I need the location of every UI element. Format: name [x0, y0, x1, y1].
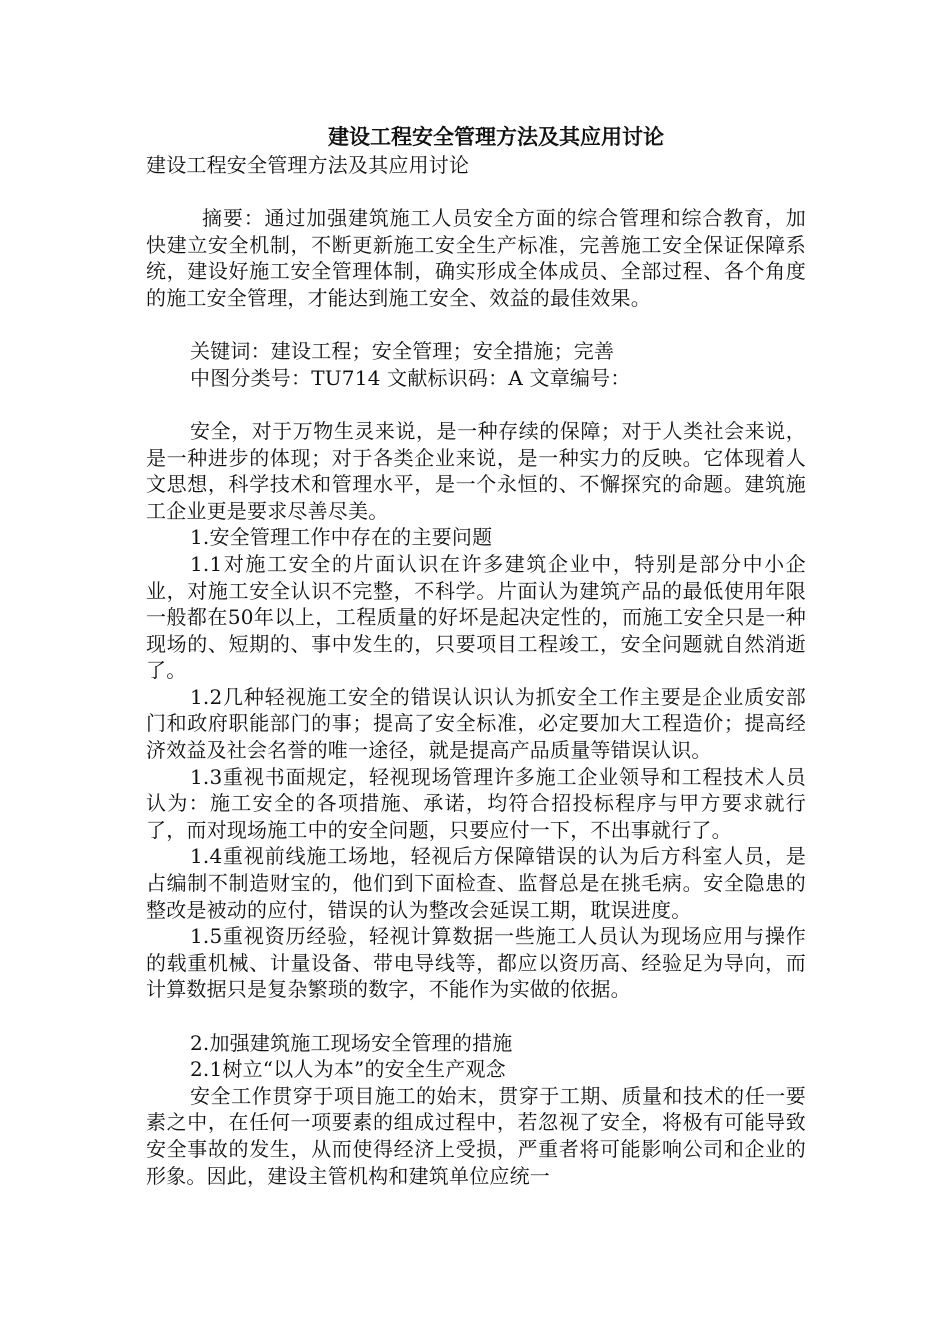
blank-line: [146, 1003, 806, 1030]
keywords-line: 关键词：建设工程；安全管理；安全措施；完善: [190, 339, 615, 364]
section-2-1-heading: 2.1树立“以人为本”的安全生产观念: [190, 1057, 506, 1082]
paragraph-1-4: 1.4重视前线施工场地，轻视后方保障错误的认为后方科室人员，是占编制不制造财宝的，他们到下面检查、监督总是在挑毛病。安全隐患的整改是被动的应付，错误的认为整改会延误工期，耽误进度。: [146, 844, 806, 922]
paragraph-1-5: 1.5重视资历经验，轻视计算数据一些施工人员认为现场应用与操作的载重机械、计量设备、带电导线等，都应以资历高、经验足为导向，而计算数据只是复杂繁琐的数字，不能作为实做的依据。: [146, 924, 806, 1002]
document-body: [146, 122, 806, 1189]
blank-line: [146, 391, 806, 418]
blank-line: [146, 312, 806, 339]
section-2-heading: 2.加强建筑施工现场安全管理的措施: [190, 1030, 513, 1055]
blank-line: [146, 179, 806, 206]
document-title: 建设工程安全管理方法及其应用讨论: [328, 124, 664, 149]
classification-line: 中图分类号：TU714 文献标识码：A 文章编号：: [190, 365, 631, 390]
intro-paragraph: 安全，对于万物生灵来说，是一种存续的保障；对于人类社会来说，是一种进步的体现；对于各类企业来说，是一种实力的反映。它体现着人文思想，科学技术和管理水平，是一个永恒的、不懈探究的命题。建筑施工企业更是要求尽善尽美。: [146, 418, 806, 523]
paragraph-1-1: 1.1对施工安全的片面认识在许多建筑企业中，特别是部分中小企业，对施工安全认识不完整，不科学。片面认为建筑产品的最低使用年限一般都在50年以上，工程质量的好坏是起决定性的，而施工安全只是一种现场的、短期的、事中发生的，只要项目工程竣工，安全问题就自然消逝了。: [146, 551, 806, 683]
paragraph-2-1: 安全工作贯穿于项目施工的始末，贯穿于工期、质量和技术的任一要素之中，在任何一项要素的组成过程中，若忽视了安全，将极有可能导致安全事故的发生，从而使得经济上受损，严重者将可能影响公司和企业的形象。因此，建设主管机构和建筑单位应统一: [146, 1083, 806, 1188]
abstract-paragraph: 摘要：通过加强建筑施工人员安全方面的综合管理和综合教育，加快建立安全机制，不断更新施工安全生产标准，完善施工安全保证保障系统，建设好施工安全管理体制，确实形成全体成员、全部过程、各个角度的施工安全管理，才能达到施工安全、效益的最佳效果。: [146, 206, 806, 310]
paragraph-1-3: 1.3重视书面规定，轻视现场管理许多施工企业领导和工程技术人员认为：施工安全的各项措施、承诺，均符合招投标程序与甲方要求就行了，而对现场施工中的安全问题，只要应付一下，不出事就行了。: [146, 764, 806, 842]
section-1-heading: 1.安全管理工作中存在的主要问题: [190, 525, 493, 550]
paragraph-1-2: 1.2几种轻视施工安全的错误认识认为抓安全工作主要是企业质安部门和政府职能部门的事；提高了安全标准，必定要加大工程造价；提高经济效益及社会名誉的唯一途径，就是提高产品质量等错误认识。: [146, 684, 806, 763]
document-subtitle: 建设工程安全管理方法及其应用讨论: [146, 153, 470, 177]
